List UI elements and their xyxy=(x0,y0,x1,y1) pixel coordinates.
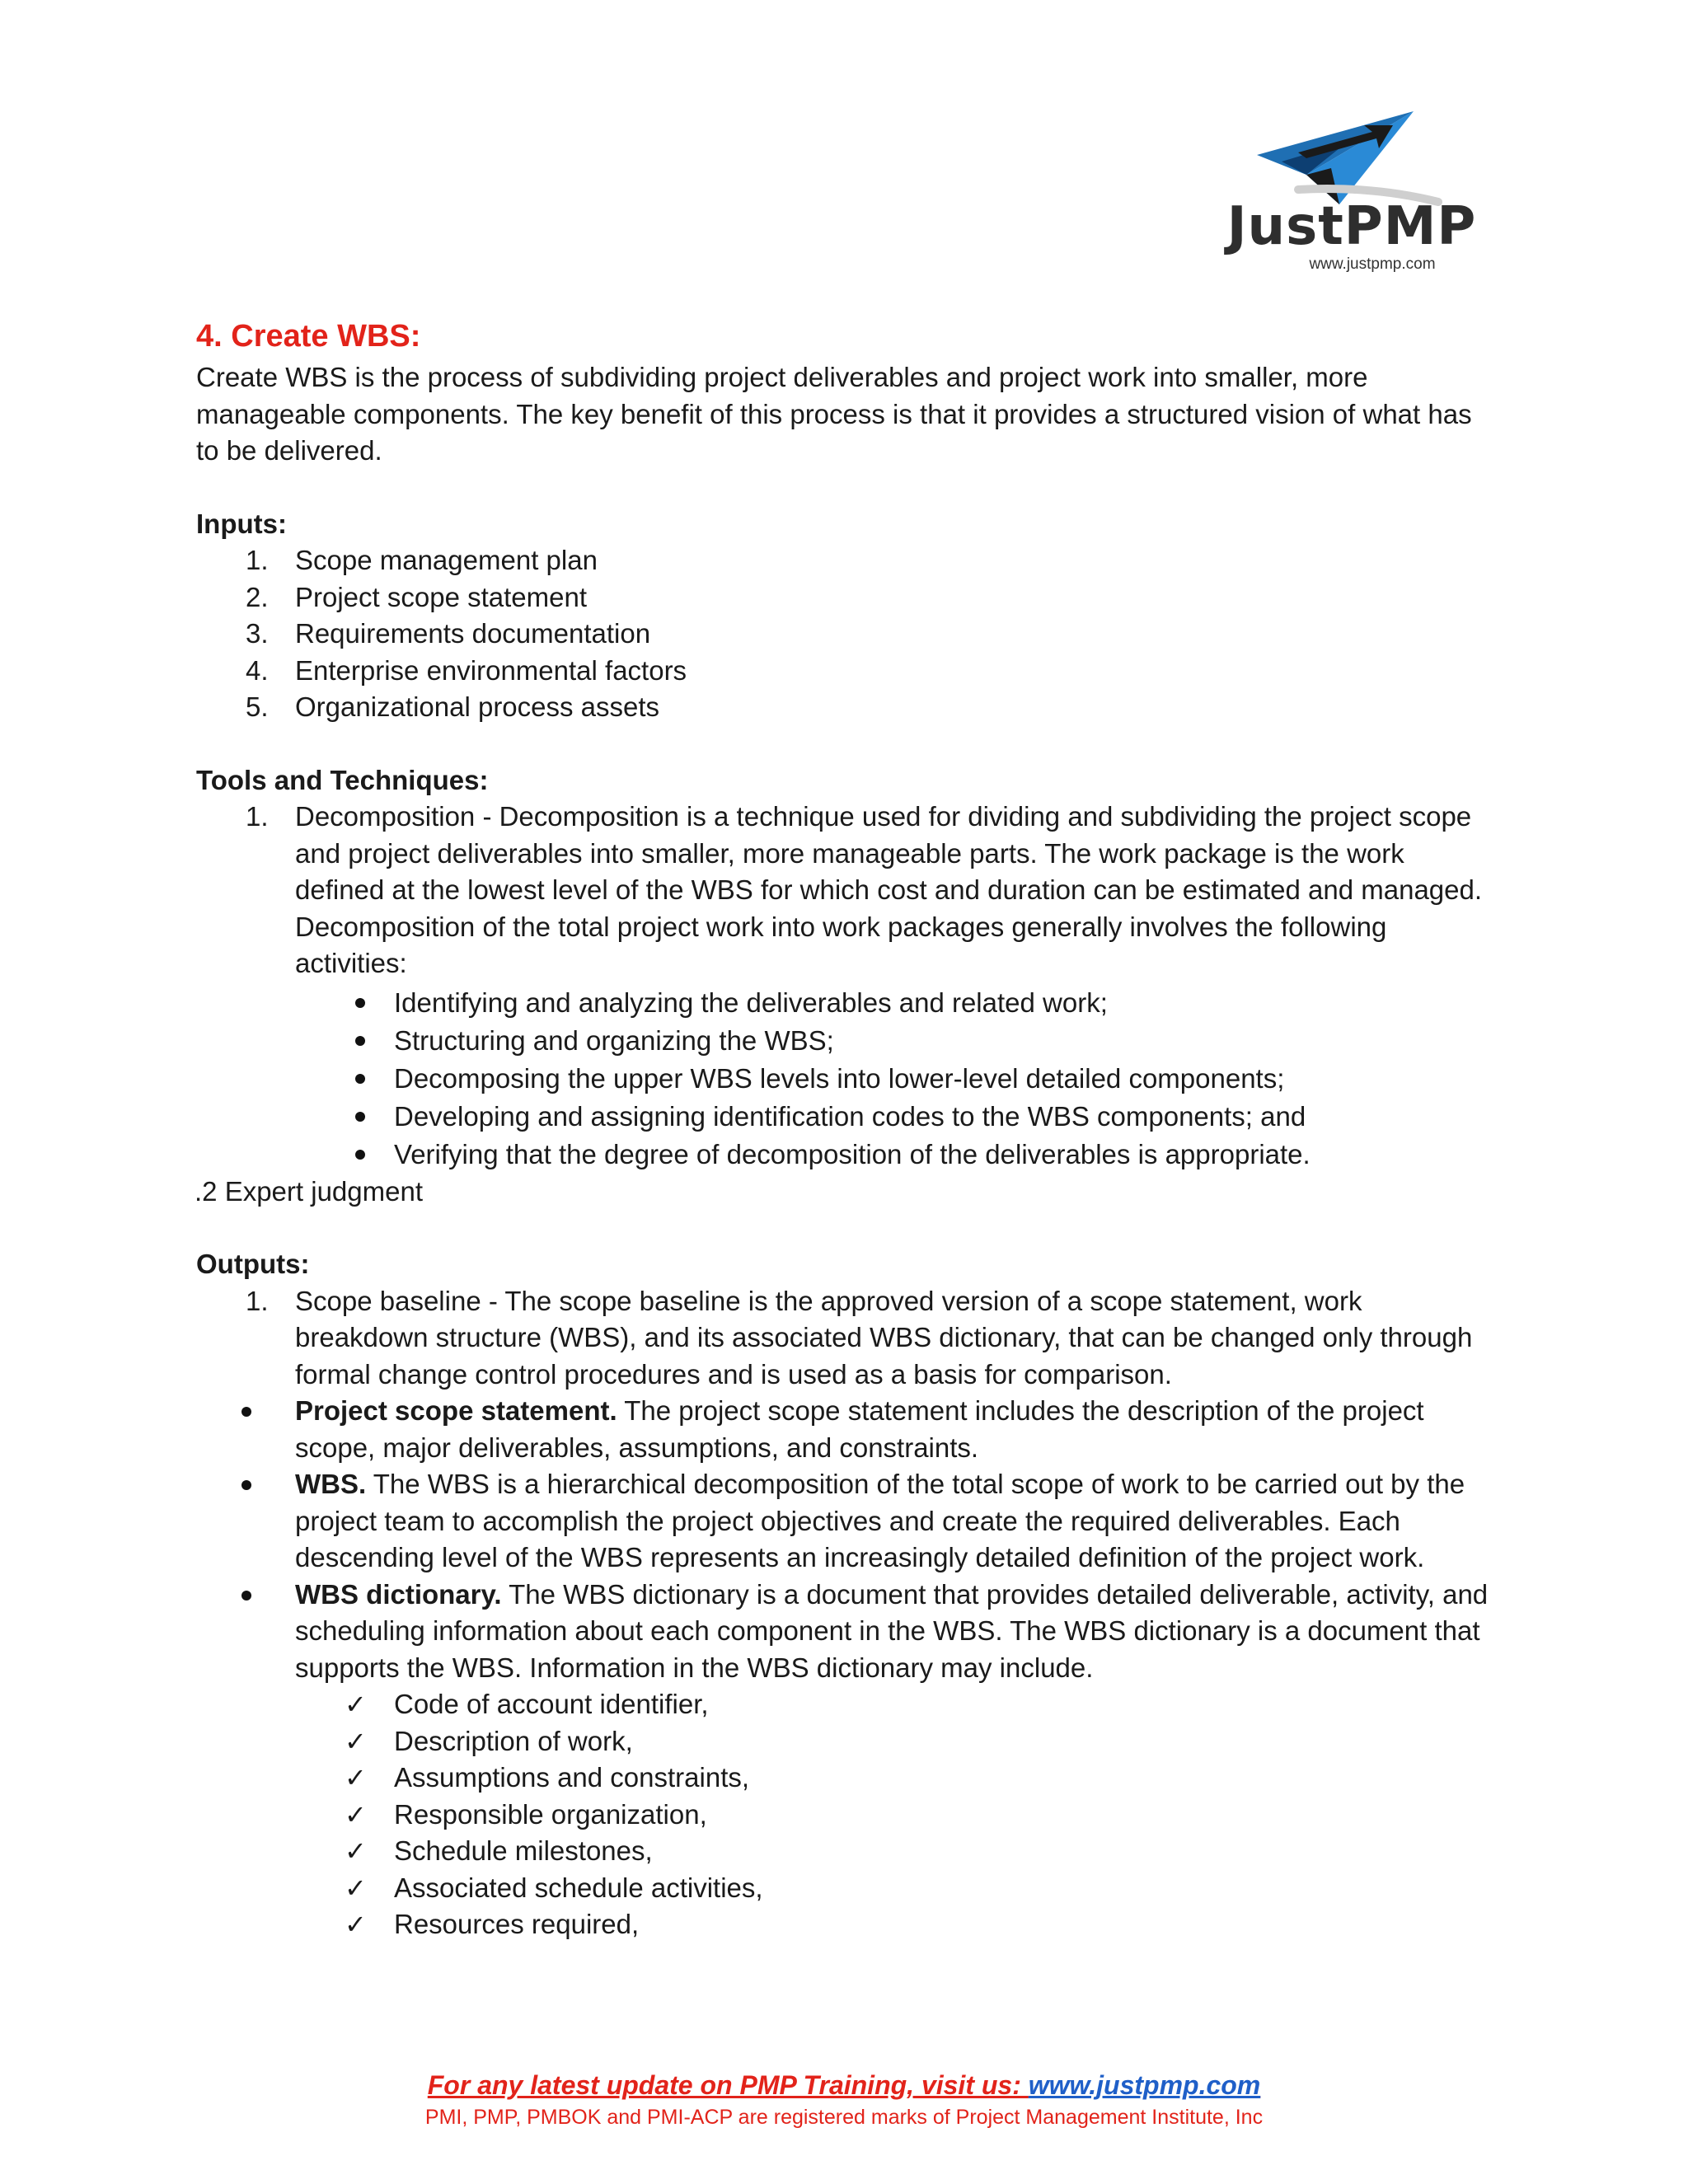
item-text: Decomposition - Decomposition is a technique used for dividing and subdividing the project scope and project deliverables into smaller, more manageable parts. The work package is the work defined at the lowest level of the WBS for which cost and duration can be estimated and managed. Decomposition of the total project work into work packages generally involves the following activities: xyxy=(295,801,1483,978)
list-item: ✓ Responsible organization, xyxy=(196,1797,1498,1834)
list-item: Verifying that the degree of decomposition of the deliverables is appropriate. xyxy=(196,1136,1498,1174)
list-item: ✓ Resources required, xyxy=(196,1906,1498,1943)
checkmark-icon: ✓ xyxy=(345,1909,367,1940)
checkmark-icon: ✓ xyxy=(345,1689,367,1720)
justpmp-logo xyxy=(1216,107,1496,280)
checkmark-icon: ✓ xyxy=(345,1798,367,1830)
item-text: Scope management plan xyxy=(295,545,598,575)
checkmark-icon: ✓ xyxy=(345,1762,367,1793)
list-item: WBS dictionary. The WBS dictionary is a document that provides detailed deliverable, activity, and scheduling information about each component in the WBS. The WBS dictionary is a document that supports the WBS. Information in the WBS dictionary may include. xyxy=(196,1577,1498,1687)
scope-baseline-components xyxy=(196,1393,1498,1686)
outputs-heading: Outputs: xyxy=(196,1249,310,1279)
intro-paragraph: Create WBS is the process of subdividing project deliverables and project work into smaller, more manageable components. The key benefit of this process is that it provides a structured vision of what has to be delivered. xyxy=(196,362,1472,466)
bullet-icon xyxy=(355,1036,365,1046)
document-body xyxy=(196,313,1498,1943)
list-item: ✓ Description of work, xyxy=(196,1723,1498,1760)
inputs-heading: Inputs: xyxy=(196,508,287,539)
item-text: Organizational process assets xyxy=(295,691,660,722)
bullet-icon xyxy=(355,1150,365,1160)
item-number: 1. xyxy=(246,545,269,575)
list-item: Decomposing the upper WBS levels into lower-level detailed components; xyxy=(196,1060,1498,1098)
list-item: Project scope statement. The project scope statement includes the description of the project scope, major deliverables, assumptions, and constraints. xyxy=(196,1393,1498,1466)
item-text: Enterprise environmental factors xyxy=(295,654,687,686)
list-item xyxy=(196,542,1498,579)
bullet-icon xyxy=(241,1480,251,1490)
list-item xyxy=(196,1283,1498,1394)
list-item xyxy=(196,689,1498,726)
item-number: 2. xyxy=(246,581,269,612)
item-number: 1. xyxy=(246,801,269,832)
expert-judgment: .2 Expert judgment xyxy=(195,1175,423,1207)
list-item: ✓ Associated schedule activities, xyxy=(196,1870,1498,1907)
tools-heading: Tools and Techniques: xyxy=(196,764,489,795)
section-title: 4. Create WBS: xyxy=(196,319,421,354)
item-number: 1. xyxy=(246,1285,269,1316)
wbs-dictionary-contents xyxy=(196,1686,1498,1943)
trademark-notice: PMI, PMP, PMBOK and PMI-ACP are registered marks of Project Management Institute, Inc xyxy=(424,2106,1264,2129)
list-item: WBS. The WBS is a hierarchical decomposition of the total scope of work to be carried out by the project team to accomplish the project objectives and create the required deliverables. Each descending level of the WBS represents an increasingly detailed definition of the project work. xyxy=(196,1466,1498,1577)
item-text: Requirements documentation xyxy=(295,618,651,649)
list-item: Identifying and analyzing the deliverables and related work; xyxy=(196,984,1498,1022)
page-footer xyxy=(0,2070,1688,2130)
inputs-list xyxy=(196,542,1498,726)
decomposition-activities xyxy=(196,984,1498,1174)
checkmark-icon: ✓ xyxy=(345,1725,367,1757)
list-item: ✓ Code of account identifier, xyxy=(196,1686,1498,1723)
footer-update-line: For any latest update on PMP Training, visit us: www.justpmp.com xyxy=(427,2070,1261,2100)
item-number: 4. xyxy=(246,654,269,686)
logo-wordmark: JustPMP xyxy=(1226,196,1477,257)
checkmark-icon: ✓ xyxy=(345,1872,367,1904)
bullet-icon xyxy=(355,998,365,1008)
bullet-icon xyxy=(241,1407,251,1417)
list-item: Developing and assigning identification codes to the WBS components; and xyxy=(196,1098,1498,1136)
list-item: ✓ Assumptions and constraints, xyxy=(196,1760,1498,1797)
item-number: 3. xyxy=(246,618,269,649)
item-text: Project scope statement xyxy=(295,581,588,612)
checkmark-icon: ✓ xyxy=(345,1835,367,1867)
logo-url: www.justpmp.com xyxy=(1309,255,1436,273)
list-item: Structuring and organizing the WBS; xyxy=(196,1022,1498,1060)
item-number: 5. xyxy=(246,691,269,722)
outputs-list xyxy=(196,1283,1498,1394)
tools-list xyxy=(196,799,1498,982)
bullet-icon xyxy=(355,1112,365,1122)
list-item xyxy=(196,799,1498,982)
paper-plane-icon xyxy=(1249,107,1447,206)
item-text: Scope baseline - The scope baseline is the approved version of a scope statement, work breakdown structure (WBS), and its associated WBS dictionary, that can be changed only through formal change control procedures and is used as a basis for comparison. xyxy=(295,1285,1473,1390)
list-item xyxy=(196,579,1498,616)
list-item: ✓ Schedule milestones, xyxy=(196,1833,1498,1870)
list-item xyxy=(196,653,1498,690)
justpmp-link[interactable]: www.justpmp.com xyxy=(1028,2070,1261,2100)
bullet-icon xyxy=(355,1074,365,1084)
bullet-icon xyxy=(241,1591,251,1601)
list-item xyxy=(196,616,1498,653)
